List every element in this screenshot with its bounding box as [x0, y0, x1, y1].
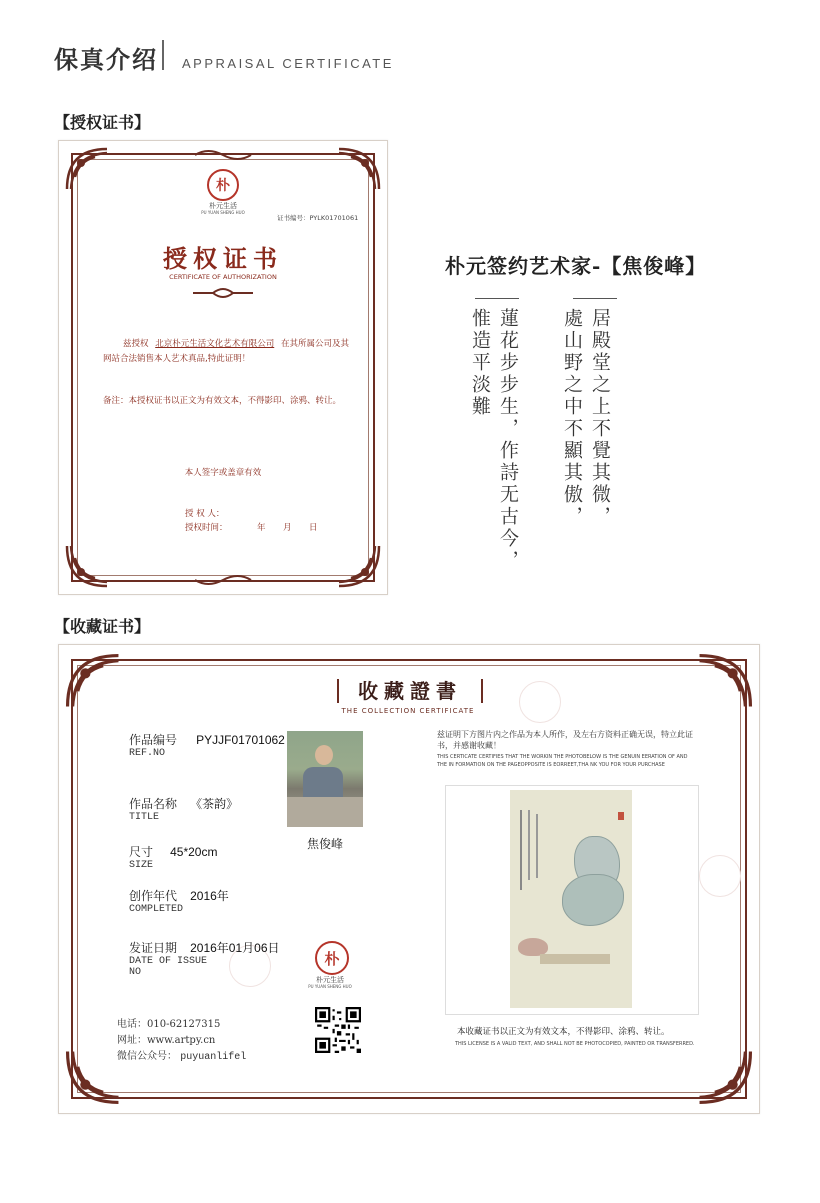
field-size — [129, 841, 217, 871]
bottom-scroll-ornament-icon — [193, 574, 253, 586]
authorization-certificate — [58, 140, 388, 595]
date-month: 月 — [283, 523, 292, 533]
field-value: PYJJF01701062 — [196, 733, 285, 747]
field-value: 2016年 — [190, 889, 229, 903]
poem-line-4: 惟造平淡難 — [469, 308, 491, 418]
brand-name: 朴元生活 — [209, 202, 237, 210]
certificate-number: 证书编号：PYLK01701061 — [277, 214, 359, 222]
corner-ornament-icon — [697, 1049, 753, 1105]
sign-note: 本人签字或盖章有效 — [184, 468, 262, 478]
collection-cert-title-en: THE COLLECTION CERTIFICATE — [341, 707, 475, 715]
wechat-value: puyuanlifel — [180, 1052, 247, 1063]
corner-ornament-icon — [65, 147, 109, 191]
corner-ornament-icon — [337, 544, 381, 588]
brand-seal-icon: 朴 — [207, 169, 239, 201]
field-completed — [129, 885, 229, 915]
artwork-painting — [510, 790, 632, 1008]
field-label: 尺寸 — [129, 845, 154, 859]
field-label: 作品名称 — [129, 797, 178, 811]
collection-footer-note: 本收藏证书以正文为有效文本，不得影印、涂鸦、转让。 — [457, 1027, 670, 1037]
artist-photo — [287, 731, 363, 827]
watermark-seal-icon — [519, 681, 561, 723]
authorizer-label: 授 权 人： — [185, 509, 225, 519]
corner-ornament-icon — [65, 653, 121, 709]
field-label-en: TITLE — [129, 812, 160, 823]
poem-line-2: 處山野之中不顯其傲， — [561, 308, 583, 528]
brand-name: 朴元生活 — [316, 976, 344, 984]
corner-ornament-icon — [697, 653, 753, 709]
artist-heading: 朴元签约艺术家-【焦俊峰】 — [445, 254, 707, 278]
authorize-date-label: 授权时间： — [185, 523, 228, 533]
artist-name-caption: 焦俊峰 — [306, 837, 343, 851]
collection-statement: 兹证明下方图片内之作品为本人所作，及左右方资料正确无误，特立此证书，并感谢收藏！ — [437, 730, 693, 750]
auth-cert-title-en: CERTIFICATE OF AUTHORIZATION — [169, 273, 277, 281]
field-value: 45*20cm — [170, 845, 218, 859]
brand-name-en: PU YUAN SHENG HUO — [308, 984, 352, 989]
poem-rule — [475, 298, 519, 299]
contact-phone: 电话：010-62127315 — [117, 1019, 221, 1030]
field-ref-no — [129, 729, 285, 759]
wechat-label: 微信公众号： — [117, 1051, 177, 1062]
auth-company: 北京朴元生活文化艺术有限公司 — [155, 339, 275, 349]
auth-section-label: 【授权证书】 — [54, 113, 151, 132]
contact-wechat — [117, 1047, 246, 1063]
corner-ornament-icon — [65, 1049, 121, 1105]
title-flourish-icon — [191, 285, 255, 301]
field-label-en: SIZE — [129, 860, 154, 871]
field-label-en: DATE OF ISSUE NO — [129, 956, 208, 978]
brand-name-en: PU YUAN SHENG HUO — [201, 210, 245, 215]
field-title — [129, 793, 238, 823]
field-label: 发证日期 — [129, 941, 178, 955]
field-value: 《茶韵》 — [190, 797, 239, 811]
date-day: 日 — [309, 523, 318, 533]
auth-cert-title: 授权证书 — [163, 244, 283, 273]
collection-section-label: 【收藏证书】 — [54, 617, 151, 636]
artwork-photo-frame — [445, 785, 699, 1015]
corner-ornament-icon — [337, 147, 381, 191]
auth-note: 备注：本授权证书以正文为有效文本，不得影印、涂鸦、转让。 — [103, 396, 342, 406]
poem-rule — [573, 298, 617, 299]
field-date-of-issue — [129, 937, 280, 978]
title-divider — [162, 40, 164, 70]
watermark-seal-icon — [699, 855, 741, 897]
field-label: 创作年代 — [129, 889, 178, 903]
collection-statement-en: THIS CERTICATE CERTIFIES THAT THE WORKIN THE PHOTOBELOW IS THE GENUIN EERATION OF AND THE IN FORMATION ON THE PAGEOPPOSITE IS EORREET,THA NK YOU FOR YOUR PURCHASE — [437, 754, 688, 768]
corner-ornament-icon — [65, 544, 109, 588]
page-title: 保真介绍 — [54, 45, 158, 74]
poem-line-3: 蓮花步步生，作詩无古今， — [497, 308, 519, 572]
auth-body-suffix: 在其所属公司及其网站合法销售本人艺术真品,特此证明！ — [103, 339, 349, 364]
field-label-en: REF.NO — [129, 748, 166, 759]
top-scroll-ornament-icon — [193, 149, 253, 161]
field-value: 2016年01月06日 — [190, 941, 280, 955]
auth-body-text — [103, 337, 351, 367]
auth-body-prefix: 兹授权 — [123, 339, 149, 349]
date-year: 年 — [257, 523, 266, 533]
field-label: 作品编号 — [129, 733, 178, 747]
collection-certificate — [58, 644, 760, 1114]
field-label-en: COMPLETED — [129, 904, 184, 915]
brand-seal-icon: 朴 — [315, 941, 349, 975]
collection-cert-title: 收藏證書 — [337, 679, 483, 703]
collection-footer-note-en: THIS LICENSE IS A VALID TEXT, AND SHALL NOT BE PHOTOCOPIED, PAINTED OR TRANSFERRED. — [455, 1041, 695, 1047]
qr-code-icon — [315, 1007, 361, 1053]
contact-website: 网址：www.artpy.cn — [117, 1035, 216, 1046]
poem-line-1: 居殿堂之上不覺其微， — [589, 308, 611, 528]
page-subtitle: APPRAISAL CERTIFICATE — [182, 56, 394, 71]
